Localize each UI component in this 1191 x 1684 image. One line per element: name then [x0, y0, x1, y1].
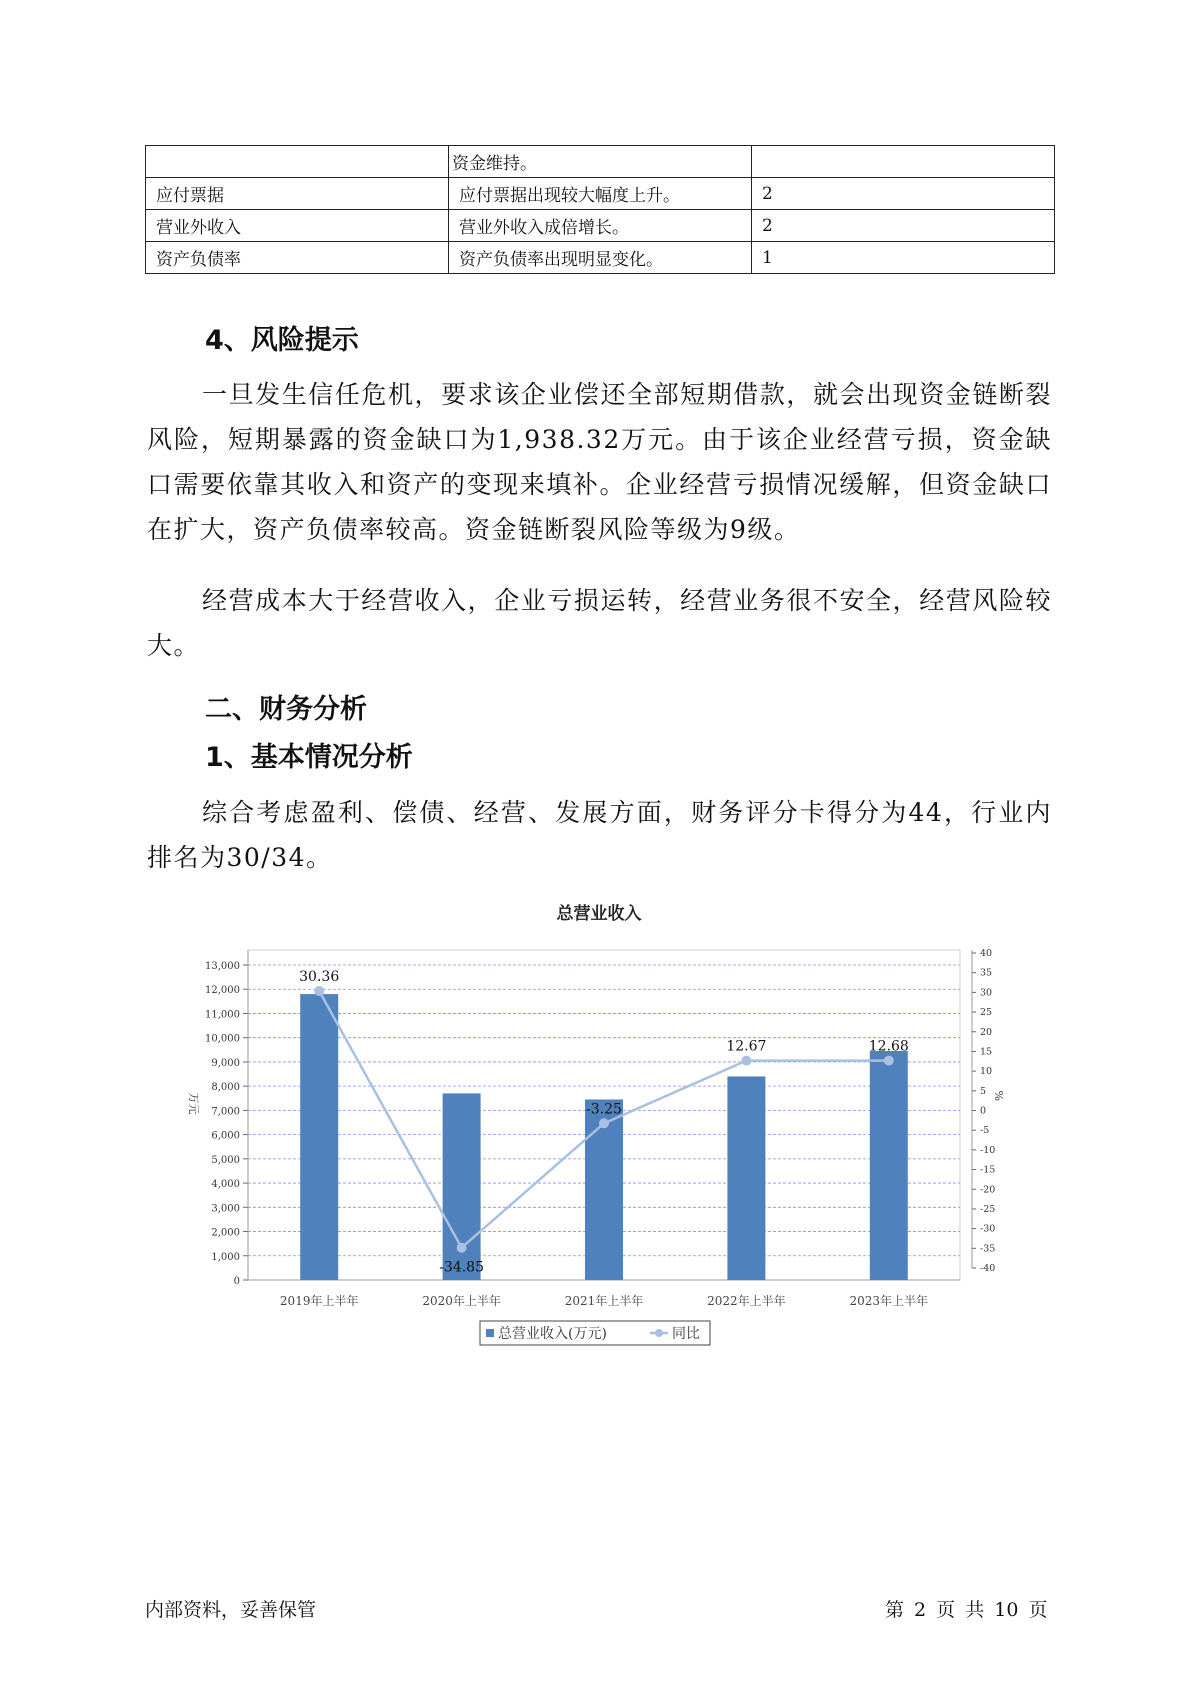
right-tick-label: 35 [980, 967, 993, 979]
score-cell: 1 [752, 242, 1055, 274]
y-axis-title: 万元 [187, 1092, 200, 1115]
data-label: -3.25 [586, 1101, 622, 1118]
y-tick-label: 9,000 [211, 1057, 240, 1069]
yoy-point [599, 1118, 609, 1128]
bar [300, 994, 338, 1280]
data-label: 12.68 [868, 1038, 909, 1055]
y-tick-label: 8,000 [211, 1082, 240, 1094]
data-label: -34.85 [439, 1259, 485, 1276]
y-tick-label: 10,000 [205, 1033, 240, 1045]
description-cell: 资产负债率出现明显变化。 [449, 242, 752, 274]
yoy-point [741, 1056, 751, 1066]
y-tick-label: 7,000 [211, 1106, 240, 1118]
y-tick-label: 12,000 [205, 985, 240, 997]
right-tick-label: 15 [980, 1046, 993, 1058]
x-tick-label: 2020年上半年 [422, 1294, 501, 1308]
legend-bar-label: 总营业收入(万元) [498, 1326, 607, 1342]
right-tick-label: 25 [980, 1007, 993, 1019]
right-axis-title: % [992, 1090, 1005, 1101]
indicator-cell: 营业外收入 [146, 210, 449, 242]
risk-paragraph-1: 一旦发生信任危机，要求该企业偿还全部短期借款，就会出现资金链断裂风险，短期暴露的资金缺口为1,938.32万元。由于该企业经营亏损，资金缺口需要依靠其收入和资产的变现来填补。企业经营亏损情况缓解，但资金缺口在扩大，资产负债率较高。资金链断裂风险等级为9级。 [147, 380, 1052, 544]
y-tick-label: 1,000 [211, 1251, 240, 1263]
indicator-cell: 应付票据 [146, 178, 449, 210]
y-tick-label: 11,000 [205, 1009, 240, 1021]
right-tick-label: 40 [980, 948, 993, 959]
y-tick-label: 6,000 [211, 1130, 240, 1142]
y-tick-label: 5,000 [211, 1154, 240, 1166]
right-tick-label: -15 [980, 1164, 996, 1176]
risk-paragraph-2: 经营成本大于经营收入，企业亏损运转，经营业务很不安全，经营风险较大。 [147, 586, 1052, 660]
right-tick-label: 0 [980, 1105, 987, 1117]
y-tick-label: 2,000 [211, 1227, 240, 1239]
right-tick-label: -35 [980, 1243, 996, 1255]
description-cell: 营业外收入成倍增长。 [449, 210, 752, 242]
score-cell: 2 [752, 210, 1055, 242]
risk-heading: 4、风险提示 [205, 325, 359, 356]
x-tick-label: 2021年上半年 [564, 1294, 644, 1308]
indicator-cell: 资产负债率 [146, 242, 449, 274]
right-tick-label: -20 [980, 1184, 996, 1196]
legend-line-marker [655, 1329, 663, 1337]
table-cell: 资金维持。 [449, 146, 752, 178]
yoy-point [457, 1243, 467, 1253]
data-label: 30.36 [299, 968, 340, 985]
basic-analysis-heading: 1、基本情况分析 [205, 742, 413, 773]
page-number: 第 2 页 共 10 页 [885, 1599, 1048, 1621]
data-label: 12.67 [726, 1038, 767, 1055]
y-tick-label: 4,000 [211, 1179, 240, 1191]
right-tick-label: -30 [980, 1223, 996, 1235]
table-row [146, 146, 1055, 178]
right-tick-label: -40 [980, 1263, 996, 1274]
right-tick-label: -5 [980, 1125, 990, 1137]
yoy-point [884, 1056, 894, 1066]
x-tick-label: 2022年上半年 [707, 1294, 786, 1308]
x-tick-label: 2023年上半年 [849, 1294, 929, 1308]
description-cell: 应付票据出现较大幅度上升。 [449, 178, 752, 210]
legend-bar-swatch [486, 1329, 494, 1337]
basic-analysis-paragraph: 综合考虑盈利、偿债、经营、发展方面，财务评分卡得分为44，行业内排名为30/34。 [147, 798, 1052, 872]
x-tick-label: 2019年上半年 [279, 1294, 359, 1308]
table-row [146, 242, 1055, 274]
y-tick-label: 0 [233, 1276, 240, 1287]
right-tick-label: -25 [980, 1203, 996, 1215]
bar [870, 1051, 908, 1280]
y-tick-label: 3,000 [211, 1203, 240, 1215]
table-cell [752, 146, 1055, 178]
bar [727, 1076, 765, 1280]
table-cell [146, 146, 449, 178]
y-tick-label: 13,000 [205, 961, 240, 972]
yoy-point [314, 986, 324, 996]
table-row [146, 210, 1055, 242]
score-cell: 2 [752, 178, 1055, 210]
right-tick-label: -10 [980, 1144, 996, 1156]
right-tick-label: 30 [980, 987, 993, 999]
finance-heading: 二、财务分析 [205, 694, 367, 725]
revenue-chart [170, 895, 1020, 1360]
legend-line-label: 同比 [672, 1326, 700, 1342]
risk-table [145, 145, 1055, 274]
right-tick-label: 20 [980, 1026, 993, 1038]
table-row [146, 178, 1055, 210]
right-tick-label: 10 [980, 1066, 993, 1078]
chart-title: 总营业收入 [556, 904, 642, 924]
footer-confidential: 内部资料，妥善保管 [145, 1599, 317, 1621]
right-tick-label: 5 [980, 1085, 987, 1097]
